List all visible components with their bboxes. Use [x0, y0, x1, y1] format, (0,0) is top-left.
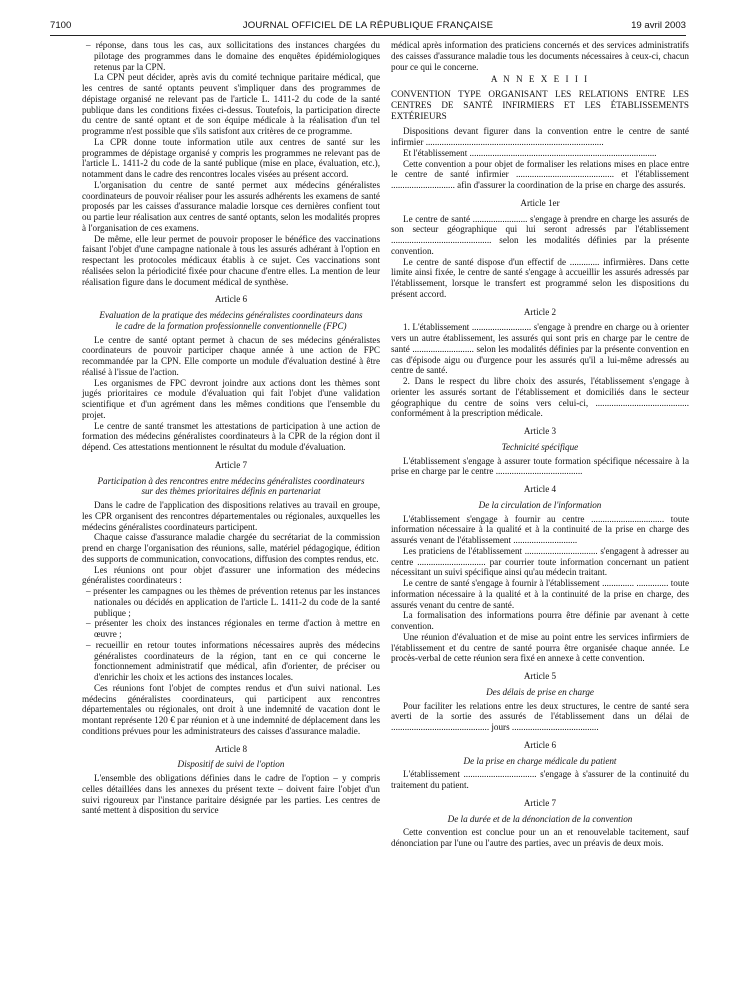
article-subtitle: Evaluation de la pratique des médecins généralistes coordinateurs dans le cadre de la formation professionnelle conventionnelle (FPC)	[99, 310, 363, 331]
paragraph: Dispositions devant figurer dans la convention entre le centre de santé infirmier ..............................................................................	[391, 126, 689, 147]
paragraph: Cette convention a pour objet de formaliser les relations mises en place entre le centre de santé infirmier ........................................... et l'établissement ............................ afin d'assurer la coordination de la prise en charge des assurés.	[391, 158, 689, 190]
article-subtitle: De la durée et de la dénonciation de la convention	[447, 813, 633, 824]
paragraph: Chaque caisse d'assurance maladie chargée du secrétariat de la commission prend en charge l'organisation des réunions, salle, matériel pédagogique, édition des supports de communication, convocations, diffusion des comptes rendus, etc.	[82, 532, 380, 564]
article-heading: Article 2	[523, 306, 557, 317]
right-column	[391, 40, 689, 849]
article-heading: Article 7	[523, 797, 557, 808]
article-heading: Article 1er	[520, 197, 560, 208]
paragraph: médical après information des praticiens concernés et des services administratifs des caisses d'assurance maladie tous les documents nécessaires à ceux-ci, chacun pour ce qui le concerne.	[391, 40, 689, 72]
list-item: – réponse, dans tous les cas, aux sollicitations des instances chargées du pilotage des programmes dans le domaine des enquêtes épidémiologiques retenus par la CPN.	[86, 40, 380, 72]
paragraph: Dans le cadre de l'application des dispositions relatives au travail en groupe, les CPR organisent des rencontres départementales ou régionales, auxquelles les médecins généralistes coordinateurs participent.	[82, 500, 380, 532]
paragraph: L'établissement ................................ s'engage à s'assurer de la continuité du traitement du patient.	[391, 769, 689, 790]
paragraph: La CPR donne toute information utile aux centres de santé sur les programmes de dépistage organisé y compris les programmes ne relevant pas de l'article L. 1411-2 du code de la santé publique (mise en place, évaluation, etc.), notamment dans le cadre des rencontres locales visées au présent accord.	[82, 136, 380, 179]
article-subtitle: Dispositif de suivi de l'option	[177, 759, 285, 770]
paragraph: Ces réunions font l'objet de comptes rendus et d'un suivi national. Les médecins généralistes coordinateurs, qui participent aux rencontres départementales ou régionales, ont droit à une indemnité de vacation dont le montant représente 120 € par réunion et à une indemnité de déplacement dans les conditions prévues pour les administrateurs des caisses d'assurance maladie.	[82, 682, 380, 736]
paragraph: De même, elle leur permet de pouvoir proposer le bénéfice des vaccinations faisant l'objet d'une campagne nationale à tous les assurés adhérant à l'option en respectant les protocoles médicaux établis à ce sujet. Ces vaccinations sont réalisées selon la périodicité fixée pour chacune d'entre elles. La mention de leur réalisation figure dans le document médical de synthèse.	[82, 233, 380, 287]
header-rule	[50, 35, 686, 36]
article-subtitle: Des délais de prise en charge	[486, 686, 594, 697]
article-heading: Article 8	[214, 743, 248, 754]
paragraph: L'établissement s'engage à fournir au centre ................................ toute information nécessaire à la qualité et à la continuité de la prise en charge des assurés venant de l'établissement ............................	[391, 513, 689, 545]
page-number: 7100	[50, 20, 72, 31]
paragraph: Les praticiens de l'établissement ................................ s'engagent à adresser au centre .............................. par courrier toute information concernant un patient nécessitant un suivi spécifique ainsi qu'au médecin traitant.	[391, 545, 689, 578]
paragraph: Le centre de santé s'engage à fournir à l'établissement .............. .............. toute information nécessaire à la qualité et à la continuité de la prise en charge, des assurés venant du centre de santé.	[391, 578, 689, 610]
publication-date: 19 avril 2003	[631, 20, 686, 31]
paragraph: Les réunions ont pour objet d'assurer une information des médecins généralistes coordinateurs :	[82, 564, 380, 586]
article-subtitle: De la circulation de l'information	[478, 499, 602, 510]
paragraph: Le centre de santé dispose d'un effectif de ............. infirmières. Dans cette limite ainsi fixée, le centre de santé s'engage à accueillir les assurés adressés par l'établissement, lorsque le transfert est programmé selon les dispositions du présent accord.	[391, 256, 689, 299]
paragraph: Le centre de santé optant permet à chacun de ses médecins généralistes coordinateurs de pouvoir participer chaque année à une action de FPC recommandée par la CPN. Elle comporte un module d'évaluation destiné à être réalisé à l'issue de l'action.	[82, 334, 380, 377]
paragraph: Cette convention est conclue pour un an et renouvelable tacitement, sauf dénonciation par l'une ou l'autre des parties, avec un préavis de deux mois.	[391, 827, 689, 848]
paragraph: Le centre de santé ........................ s'engage à prendre en charge les assurés de son secteur géographique qui lui seront adressés par l'établissement ............................................ selon les modalités définies par la présente convention.	[391, 213, 689, 256]
article-subtitle: Participation à des rencontres entre médecins généralistes coordinateurs sur des thèmes prioritaires définis en partenariat	[97, 475, 365, 497]
article-heading: Article 4	[523, 484, 557, 494]
paragraph: L'organisation du centre de santé permet aux médecins généralistes coordinateurs de pouvoir réaliser pour les assurés adhérents les examens de santé proposés par les caisses d'assurance maladie lorsque ces dernières confient tout ou partie leur réalisation aux centres de santé optants, selon les modalités propres à l'organisation de ces examens.	[82, 179, 380, 233]
paragraph: 1. L'établissement .......................... s'engage à prendre en charge ou à orienter vers un autre établissement, les assurés qui sont pris en charge par le centre de santé ........................... selon les modalités définies par la présente convention en cas d'épisode aigu ou d'urgence pour les assurés qu'il a lui-même adressés au centre de santé.	[391, 322, 689, 376]
paragraph: 2. Dans le respect du libre choix des assurés, l'établissement s'engage à orienter les assurés sortant de l'établissement et domiciliés dans le secteur géographique du centre de soins vers celui-ci, ......................................... conformément à la prescription médicale.	[391, 376, 689, 419]
list-item: – présenter les campagnes ou les thèmes de prévention retenus par les instances nationales ou décidés en application de l'article L. 1411-2 du code de la santé publique ;	[86, 586, 380, 618]
article-heading: Article 6	[523, 739, 557, 750]
annex-heading: A N N E X E I I I	[490, 74, 590, 85]
article-heading: Article 7	[214, 459, 248, 470]
list-item: – présenter les choix des instances régionales en terme d'action à mettre en œuvre ;	[86, 618, 380, 639]
paragraph: L'ensemble des obligations définies dans le cadre de l'option – y compris celles détaillées dans les annexes du présent texte – doivent faire l'objet d'un suivi rigoureux par l'instance paritaire désignée par les parties. Les centres de santé mettent à disposition du service	[82, 773, 380, 816]
page-header	[50, 20, 686, 34]
convention-title: CONVENTION TYPE ORGANISANT LES RELATIONS ENTRE LES CENTRES DE SANTÉ INFIRMIERS ET LES ÉTABLISSEMENTS EXTÉRIEURS	[391, 89, 689, 121]
paragraph: Une réunion d'évaluation et de mise au point entre les services infirmiers de l'établissement et du centre de santé pourra être organisée chaque année. Le procès-verbal de cette réunion sera fixé en annexe à cette convention.	[391, 631, 689, 664]
list-item: – recueillir en retour toutes informations nécessaires auprès des médecins généralistes coordinateurs de la région, tant en ce qui concerne le fonctionnement administratif que médical, afin d'orienter, de préciser ou d'enrichir les choix et les actions des instances locales.	[86, 639, 380, 682]
left-column	[82, 40, 380, 816]
article-heading: Article 5	[523, 671, 557, 681]
article-subtitle: Technicité spécifique	[501, 441, 579, 452]
paragraph: Le centre de santé transmet les attestations de participation à une action de formation des médecins généralistes coordinateurs à la CPR de la région dont il dépend. Ces attestations mentionnent le résultat du module d'évaluation.	[82, 420, 380, 452]
article-heading: Article 3	[523, 426, 557, 436]
paragraph: Les organismes de FPC devront joindre aux actions dont les thèmes sont jugés prioritaires ce module d'évaluation qui fait l'objet d'une validation scientifique et d'un agrément dans les mêmes conditions que l'ensemble du projet.	[82, 377, 380, 420]
paragraph: Pour faciliter les relations entre les deux structures, le centre de santé sera averti de la sortie des assurés de l'établissement dans un délai de ........................................... jours ......................................	[391, 700, 689, 732]
article-heading: Article 6	[214, 294, 248, 305]
paragraph: La formalisation des informations pourra être définie par avenant à cette convention.	[391, 610, 689, 631]
paragraph: La CPN peut décider, après avis du comité technique paritaire médical, que les centres de santé optants peuvent s'impliquer dans des programmes de dépistage organisé ne relevant pas de l'article L. 1411-2 du code de la santé publique dans les conditions fixées ci-dessus. Toutefois, la participation directe du centre de santé optant et de son équipe médicale à la réalisation d'un tel programme n'est possible que s'ils satisfont aux critères de ce programme.	[82, 72, 380, 136]
paragraph: Et l'établissement ..................................................................................	[403, 147, 657, 158]
article-subtitle: De la prise en charge médicale du patient	[463, 755, 617, 766]
paragraph: L'établissement s'engage à assurer toute formation spécifique nécessaire à la prise en charge par le centre ......................................	[391, 455, 689, 477]
journal-title: JOURNAL OFFICIEL DE LA RÉPUBLIQUE FRANÇAISE	[242, 20, 494, 31]
